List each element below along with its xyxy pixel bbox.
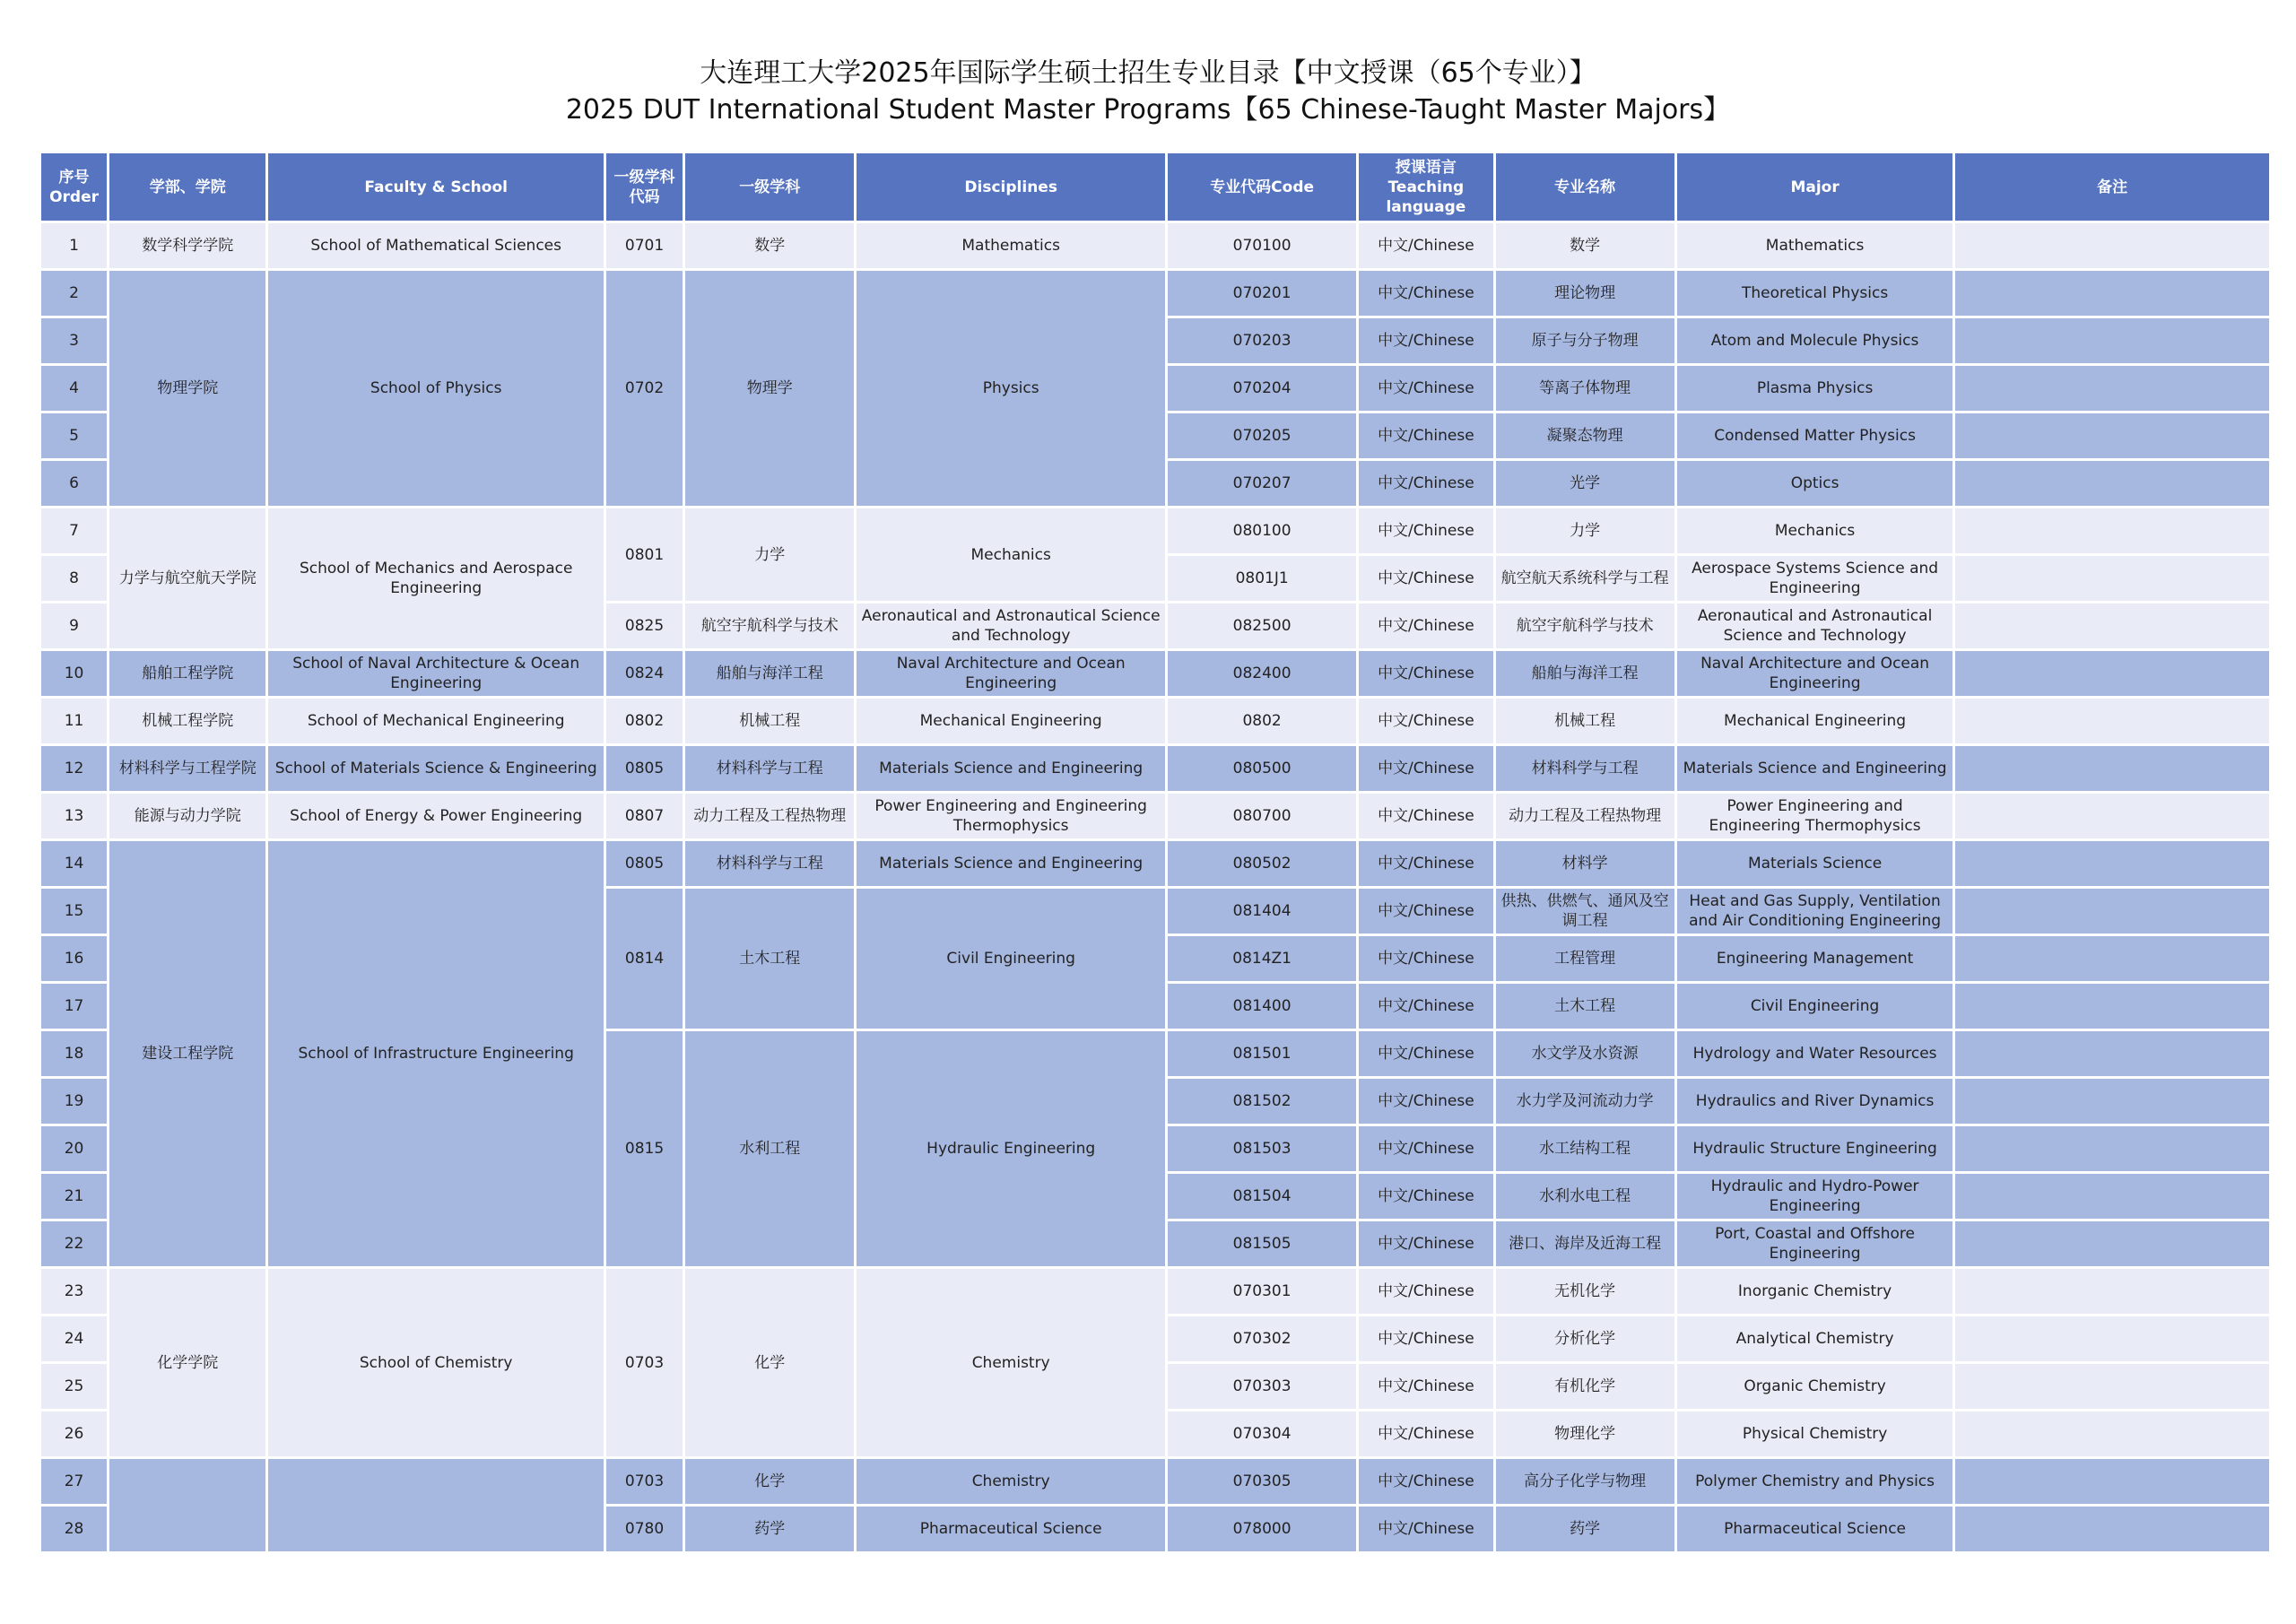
cell-order: 5 bbox=[41, 413, 107, 458]
cell-note bbox=[1955, 841, 2269, 886]
cell-school-en: School of Infrastructure Engineering bbox=[268, 841, 604, 1266]
cell-major-cn: 高分子化学与物理 bbox=[1496, 1459, 1674, 1504]
cell-discipline-en: Mechanical Engineering bbox=[857, 699, 1165, 743]
cell-order: 7 bbox=[41, 508, 107, 553]
cell-teaching-language: 中文/Chinese bbox=[1359, 508, 1492, 553]
cell-discipline-cn: 材料科学与工程 bbox=[685, 841, 854, 886]
cell-discipline-code: 0825 bbox=[606, 604, 683, 648]
cell-order: 21 bbox=[41, 1174, 107, 1219]
cell-major-cn: 物理化学 bbox=[1496, 1411, 1674, 1456]
cell-discipline-en: Power Engineering and Engineering Thermophysics bbox=[857, 794, 1165, 838]
cell-major-cn: 水工结构工程 bbox=[1496, 1126, 1674, 1171]
table-row bbox=[41, 1269, 2269, 1314]
cell-major-en: Optics bbox=[1677, 461, 1953, 506]
cell-note bbox=[1955, 461, 2269, 506]
cell-major-cn: 力学 bbox=[1496, 508, 1674, 553]
cell-discipline-code: 0805 bbox=[606, 841, 683, 886]
cell-note bbox=[1955, 1269, 2269, 1314]
cell-note bbox=[1955, 1411, 2269, 1456]
cell-discipline-code: 0805 bbox=[606, 746, 683, 791]
cell-major-code: 0801J1 bbox=[1168, 556, 1356, 601]
cell-major-en: Aerospace Systems Science and Engineering bbox=[1677, 556, 1953, 601]
cell-discipline-cn: 力学 bbox=[685, 508, 854, 601]
cell-order: 17 bbox=[41, 984, 107, 1029]
cell-major-code: 0814Z1 bbox=[1168, 936, 1356, 981]
cell-note bbox=[1955, 604, 2269, 648]
cell-major-cn: 机械工程 bbox=[1496, 699, 1674, 743]
cell-school-cn: 力学与航空航天学院 bbox=[109, 508, 265, 648]
cell-order: 24 bbox=[41, 1316, 107, 1361]
cell-major-en: Materials Science and Engineering bbox=[1677, 746, 1953, 791]
cell-note bbox=[1955, 1031, 2269, 1076]
cell-teaching-language: 中文/Chinese bbox=[1359, 1364, 1492, 1409]
cell-major-en: Port, Coastal and Offshore Engineering bbox=[1677, 1221, 1953, 1266]
cell-discipline-code: 0807 bbox=[606, 794, 683, 838]
cell-note bbox=[1955, 318, 2269, 363]
cell-teaching-language: 中文/Chinese bbox=[1359, 413, 1492, 458]
cell-note bbox=[1955, 794, 2269, 838]
cell-order: 18 bbox=[41, 1031, 107, 1076]
cell-teaching-language: 中文/Chinese bbox=[1359, 1459, 1492, 1504]
cell-major-en: Naval Architecture and Ocean Engineering bbox=[1677, 651, 1953, 696]
cell-major-en: Condensed Matter Physics bbox=[1677, 413, 1953, 458]
cell-major-cn: 土木工程 bbox=[1496, 984, 1674, 1029]
cell-teaching-language: 中文/Chinese bbox=[1359, 318, 1492, 363]
cell-major-en: Hydrology and Water Resources bbox=[1677, 1031, 1953, 1076]
cell-discipline-cn: 船舶与海洋工程 bbox=[685, 651, 854, 696]
cell-major-code: 0802 bbox=[1168, 699, 1356, 743]
cell-school-en: School of Physics bbox=[268, 271, 604, 506]
cell-note bbox=[1955, 366, 2269, 411]
cell-discipline-cn: 化学 bbox=[685, 1269, 854, 1456]
cell-major-code: 070303 bbox=[1168, 1364, 1356, 1409]
cell-school-cn: 物理学院 bbox=[109, 271, 265, 506]
cell-school-cn: 数学科学学院 bbox=[109, 223, 265, 268]
cell-teaching-language: 中文/Chinese bbox=[1359, 1174, 1492, 1219]
header-school-en: Faculty & School bbox=[268, 153, 604, 221]
cell-major-en: Heat and Gas Supply, Ventilation and Air Conditioning Engineering bbox=[1677, 889, 1953, 934]
header-school-cn: 学部、学院 bbox=[109, 153, 265, 221]
cell-major-en: Materials Science bbox=[1677, 841, 1953, 886]
cell-teaching-language: 中文/Chinese bbox=[1359, 271, 1492, 316]
cell-major-code: 081503 bbox=[1168, 1126, 1356, 1171]
cell-order: 22 bbox=[41, 1221, 107, 1266]
cell-major-code: 080500 bbox=[1168, 746, 1356, 791]
cell-discipline-en: Hydraulic Engineering bbox=[857, 1031, 1165, 1266]
table-row bbox=[41, 271, 2269, 316]
table-row bbox=[41, 841, 2269, 886]
cell-major-en: Plasma Physics bbox=[1677, 366, 1953, 411]
cell-order: 11 bbox=[41, 699, 107, 743]
cell-major-cn: 船舶与海洋工程 bbox=[1496, 651, 1674, 696]
table-row bbox=[41, 651, 2269, 696]
cell-major-code: 070100 bbox=[1168, 223, 1356, 268]
cell-school-cn: 能源与动力学院 bbox=[109, 794, 265, 838]
table-header-row bbox=[41, 153, 2269, 221]
cell-major-cn: 原子与分子物理 bbox=[1496, 318, 1674, 363]
cell-note bbox=[1955, 936, 2269, 981]
cell-major-en: Physical Chemistry bbox=[1677, 1411, 1953, 1456]
cell-major-en: Mathematics bbox=[1677, 223, 1953, 268]
cell-teaching-language: 中文/Chinese bbox=[1359, 366, 1492, 411]
cell-order: 23 bbox=[41, 1269, 107, 1314]
cell-discipline-en: Chemistry bbox=[857, 1269, 1165, 1456]
cell-major-code: 070304 bbox=[1168, 1411, 1356, 1456]
cell-discipline-en: Civil Engineering bbox=[857, 889, 1165, 1029]
header-major-code: 专业代码Code bbox=[1168, 153, 1356, 221]
cell-order: 3 bbox=[41, 318, 107, 363]
cell-major-code: 070201 bbox=[1168, 271, 1356, 316]
cell-discipline-code: 0801 bbox=[606, 508, 683, 601]
cell-major-code: 078000 bbox=[1168, 1507, 1356, 1551]
cell-school-cn bbox=[109, 1459, 265, 1551]
cell-major-cn: 水利水电工程 bbox=[1496, 1174, 1674, 1219]
cell-discipline-cn: 水利工程 bbox=[685, 1031, 854, 1266]
cell-teaching-language: 中文/Chinese bbox=[1359, 1316, 1492, 1361]
cell-major-code: 082500 bbox=[1168, 604, 1356, 648]
cell-discipline-code: 0701 bbox=[606, 223, 683, 268]
cell-discipline-cn: 动力工程及工程热物理 bbox=[685, 794, 854, 838]
cell-note bbox=[1955, 1221, 2269, 1266]
cell-discipline-en: Pharmaceutical Science bbox=[857, 1507, 1165, 1551]
cell-major-code: 070302 bbox=[1168, 1316, 1356, 1361]
cell-major-code: 081400 bbox=[1168, 984, 1356, 1029]
cell-major-cn: 航空航天系统科学与工程 bbox=[1496, 556, 1674, 601]
cell-order: 13 bbox=[41, 794, 107, 838]
cell-note bbox=[1955, 1174, 2269, 1219]
cell-major-code: 082400 bbox=[1168, 651, 1356, 696]
cell-major-cn: 水文学及水资源 bbox=[1496, 1031, 1674, 1076]
cell-school-en: School of Mechanics and Aerospace Engineering bbox=[268, 508, 604, 648]
cell-note bbox=[1955, 508, 2269, 553]
cell-major-code: 081404 bbox=[1168, 889, 1356, 934]
cell-order: 1 bbox=[41, 223, 107, 268]
cell-discipline-cn: 机械工程 bbox=[685, 699, 854, 743]
cell-major-en: Hydraulics and River Dynamics bbox=[1677, 1079, 1953, 1124]
cell-major-en: Aeronautical and Astronautical Science and Technology bbox=[1677, 604, 1953, 648]
cell-major-code: 080502 bbox=[1168, 841, 1356, 886]
programs-table bbox=[39, 151, 2272, 1554]
header-discipline-code: 一级学科代码 bbox=[606, 153, 683, 221]
cell-discipline-code: 0703 bbox=[606, 1459, 683, 1504]
cell-major-en: Inorganic Chemistry bbox=[1677, 1269, 1953, 1314]
cell-teaching-language: 中文/Chinese bbox=[1359, 936, 1492, 981]
cell-major-cn: 动力工程及工程热物理 bbox=[1496, 794, 1674, 838]
cell-major-en: Engineering Management bbox=[1677, 936, 1953, 981]
cell-major-en: Power Engineering and Engineering Thermophysics bbox=[1677, 794, 1953, 838]
cell-order: 26 bbox=[41, 1411, 107, 1456]
cell-teaching-language: 中文/Chinese bbox=[1359, 1411, 1492, 1456]
cell-major-code: 070207 bbox=[1168, 461, 1356, 506]
page-title-chinese: 大连理工大学2025年国际学生硕士招生专业目录【中文授课（65个专业）】 bbox=[700, 57, 1596, 89]
cell-teaching-language: 中文/Chinese bbox=[1359, 889, 1492, 934]
cell-major-cn: 理论物理 bbox=[1496, 271, 1674, 316]
cell-discipline-en: Naval Architecture and Ocean Engineering bbox=[857, 651, 1165, 696]
cell-teaching-language: 中文/Chinese bbox=[1359, 1507, 1492, 1551]
cell-school-en: School of Naval Architecture & Ocean Engineering bbox=[268, 651, 604, 696]
cell-major-en: Pharmaceutical Science bbox=[1677, 1507, 1953, 1551]
cell-school-en bbox=[268, 1459, 604, 1551]
cell-teaching-language: 中文/Chinese bbox=[1359, 746, 1492, 791]
cell-major-cn: 数学 bbox=[1496, 223, 1674, 268]
cell-discipline-en: Mathematics bbox=[857, 223, 1165, 268]
header-teaching-language: 授课语言 Teaching language bbox=[1359, 153, 1492, 221]
table-row bbox=[41, 699, 2269, 743]
cell-note bbox=[1955, 1364, 2269, 1409]
cell-note bbox=[1955, 1316, 2269, 1361]
cell-school-cn: 船舶工程学院 bbox=[109, 651, 265, 696]
cell-school-en: School of Mathematical Sciences bbox=[268, 223, 604, 268]
cell-major-cn: 无机化学 bbox=[1496, 1269, 1674, 1314]
header-major-cn: 专业名称 bbox=[1496, 153, 1674, 221]
cell-order: 2 bbox=[41, 271, 107, 316]
cell-teaching-language: 中文/Chinese bbox=[1359, 1269, 1492, 1314]
cell-teaching-language: 中文/Chinese bbox=[1359, 604, 1492, 648]
cell-teaching-language: 中文/Chinese bbox=[1359, 1031, 1492, 1076]
cell-major-code: 081504 bbox=[1168, 1174, 1356, 1219]
header-discipline-en: Disciplines bbox=[857, 153, 1165, 221]
cell-note bbox=[1955, 889, 2269, 934]
cell-major-cn: 药学 bbox=[1496, 1507, 1674, 1551]
cell-note bbox=[1955, 1126, 2269, 1171]
cell-major-cn: 材料学 bbox=[1496, 841, 1674, 886]
cell-major-en: Theoretical Physics bbox=[1677, 271, 1953, 316]
cell-discipline-code: 0702 bbox=[606, 271, 683, 506]
cell-major-en: Hydraulic and Hydro-Power Engineering bbox=[1677, 1174, 1953, 1219]
cell-major-en: Civil Engineering bbox=[1677, 984, 1953, 1029]
cell-order: 9 bbox=[41, 604, 107, 648]
cell-school-en: School of Materials Science & Engineering bbox=[268, 746, 604, 791]
cell-note bbox=[1955, 413, 2269, 458]
cell-discipline-code: 0814 bbox=[606, 889, 683, 1029]
table-row bbox=[41, 794, 2269, 838]
cell-note bbox=[1955, 556, 2269, 601]
cell-major-code: 081505 bbox=[1168, 1221, 1356, 1266]
cell-note bbox=[1955, 746, 2269, 791]
cell-major-cn: 航空宇航科学与技术 bbox=[1496, 604, 1674, 648]
cell-major-code: 070204 bbox=[1168, 366, 1356, 411]
cell-major-cn: 水力学及河流动力学 bbox=[1496, 1079, 1674, 1124]
cell-note bbox=[1955, 651, 2269, 696]
cell-teaching-language: 中文/Chinese bbox=[1359, 699, 1492, 743]
cell-major-cn: 有机化学 bbox=[1496, 1364, 1674, 1409]
page-header bbox=[0, 56, 2296, 129]
cell-order: 12 bbox=[41, 746, 107, 791]
cell-order: 25 bbox=[41, 1364, 107, 1409]
cell-discipline-en: Materials Science and Engineering bbox=[857, 746, 1165, 791]
cell-discipline-en: Materials Science and Engineering bbox=[857, 841, 1165, 886]
page-title-english: 2025 DUT International Student Master Programs【65 Chinese-Taught Master Majors】 bbox=[565, 94, 1731, 126]
cell-discipline-cn: 数学 bbox=[685, 223, 854, 268]
cell-order: 14 bbox=[41, 841, 107, 886]
cell-major-en: Mechanical Engineering bbox=[1677, 699, 1953, 743]
cell-school-cn: 机械工程学院 bbox=[109, 699, 265, 743]
cell-note bbox=[1955, 223, 2269, 268]
cell-teaching-language: 中文/Chinese bbox=[1359, 556, 1492, 601]
cell-major-cn: 材料科学与工程 bbox=[1496, 746, 1674, 791]
header-major-en: Major bbox=[1677, 153, 1953, 221]
cell-school-cn: 建设工程学院 bbox=[109, 841, 265, 1266]
cell-discipline-en: Aeronautical and Astronautical Science and Technology bbox=[857, 604, 1165, 648]
cell-discipline-en: Chemistry bbox=[857, 1459, 1165, 1504]
cell-major-cn: 凝聚态物理 bbox=[1496, 413, 1674, 458]
cell-teaching-language: 中文/Chinese bbox=[1359, 984, 1492, 1029]
cell-discipline-code: 0824 bbox=[606, 651, 683, 696]
table-row bbox=[41, 1459, 2269, 1504]
cell-school-cn: 化学学院 bbox=[109, 1269, 265, 1456]
cell-major-en: Mechanics bbox=[1677, 508, 1953, 553]
cell-major-en: Hydraulic Structure Engineering bbox=[1677, 1126, 1953, 1171]
cell-discipline-code: 0780 bbox=[606, 1507, 683, 1551]
cell-discipline-en: Mechanics bbox=[857, 508, 1165, 601]
cell-discipline-code: 0815 bbox=[606, 1031, 683, 1266]
cell-major-code: 081502 bbox=[1168, 1079, 1356, 1124]
cell-discipline-code: 0802 bbox=[606, 699, 683, 743]
cell-teaching-language: 中文/Chinese bbox=[1359, 841, 1492, 886]
cell-order: 28 bbox=[41, 1507, 107, 1551]
cell-discipline-cn: 航空宇航科学与技术 bbox=[685, 604, 854, 648]
table-row bbox=[41, 746, 2269, 791]
cell-teaching-language: 中文/Chinese bbox=[1359, 794, 1492, 838]
header-note: 备注 bbox=[1955, 153, 2269, 221]
cell-teaching-language: 中文/Chinese bbox=[1359, 461, 1492, 506]
cell-discipline-cn: 化学 bbox=[685, 1459, 854, 1504]
cell-major-code: 080100 bbox=[1168, 508, 1356, 553]
cell-major-code: 070301 bbox=[1168, 1269, 1356, 1314]
cell-order: 27 bbox=[41, 1459, 107, 1504]
header-order: 序号 Order bbox=[41, 153, 107, 221]
cell-note bbox=[1955, 1459, 2269, 1504]
cell-school-cn: 材料科学与工程学院 bbox=[109, 746, 265, 791]
cell-school-en: School of Chemistry bbox=[268, 1269, 604, 1456]
cell-order: 15 bbox=[41, 889, 107, 934]
cell-major-en: Polymer Chemistry and Physics bbox=[1677, 1459, 1953, 1504]
cell-teaching-language: 中文/Chinese bbox=[1359, 223, 1492, 268]
cell-order: 16 bbox=[41, 936, 107, 981]
header-discipline-cn: 一级学科 bbox=[685, 153, 854, 221]
cell-order: 19 bbox=[41, 1079, 107, 1124]
cell-school-en: School of Energy & Power Engineering bbox=[268, 794, 604, 838]
cell-teaching-language: 中文/Chinese bbox=[1359, 1079, 1492, 1124]
cell-major-code: 070305 bbox=[1168, 1459, 1356, 1504]
cell-teaching-language: 中文/Chinese bbox=[1359, 651, 1492, 696]
cell-order: 6 bbox=[41, 461, 107, 506]
cell-major-code: 081501 bbox=[1168, 1031, 1356, 1076]
cell-major-cn: 分析化学 bbox=[1496, 1316, 1674, 1361]
table-row bbox=[41, 223, 2269, 268]
cell-note bbox=[1955, 1507, 2269, 1551]
cell-major-code: 080700 bbox=[1168, 794, 1356, 838]
cell-discipline-code: 0703 bbox=[606, 1269, 683, 1456]
table-row bbox=[41, 508, 2269, 553]
cell-major-cn: 等离子体物理 bbox=[1496, 366, 1674, 411]
cell-teaching-language: 中文/Chinese bbox=[1359, 1221, 1492, 1266]
cell-note bbox=[1955, 984, 2269, 1029]
cell-major-en: Analytical Chemistry bbox=[1677, 1316, 1953, 1361]
cell-order: 4 bbox=[41, 366, 107, 411]
cell-order: 8 bbox=[41, 556, 107, 601]
cell-teaching-language: 中文/Chinese bbox=[1359, 1126, 1492, 1171]
cell-discipline-cn: 药学 bbox=[685, 1507, 854, 1551]
cell-major-cn: 工程管理 bbox=[1496, 936, 1674, 981]
cell-discipline-cn: 物理学 bbox=[685, 271, 854, 506]
cell-major-cn: 港口、海岸及近海工程 bbox=[1496, 1221, 1674, 1266]
cell-discipline-en: Physics bbox=[857, 271, 1165, 506]
cell-major-code: 070205 bbox=[1168, 413, 1356, 458]
cell-note bbox=[1955, 699, 2269, 743]
cell-note bbox=[1955, 1079, 2269, 1124]
cell-note bbox=[1955, 271, 2269, 316]
cell-order: 10 bbox=[41, 651, 107, 696]
cell-school-en: School of Mechanical Engineering bbox=[268, 699, 604, 743]
cell-major-en: Atom and Molecule Physics bbox=[1677, 318, 1953, 363]
cell-major-cn: 供热、供燃气、通风及空调工程 bbox=[1496, 889, 1674, 934]
cell-major-code: 070203 bbox=[1168, 318, 1356, 363]
cell-order: 20 bbox=[41, 1126, 107, 1171]
cell-major-cn: 光学 bbox=[1496, 461, 1674, 506]
cell-major-en: Organic Chemistry bbox=[1677, 1364, 1953, 1409]
cell-discipline-cn: 材料科学与工程 bbox=[685, 746, 854, 791]
cell-discipline-cn: 土木工程 bbox=[685, 889, 854, 1029]
